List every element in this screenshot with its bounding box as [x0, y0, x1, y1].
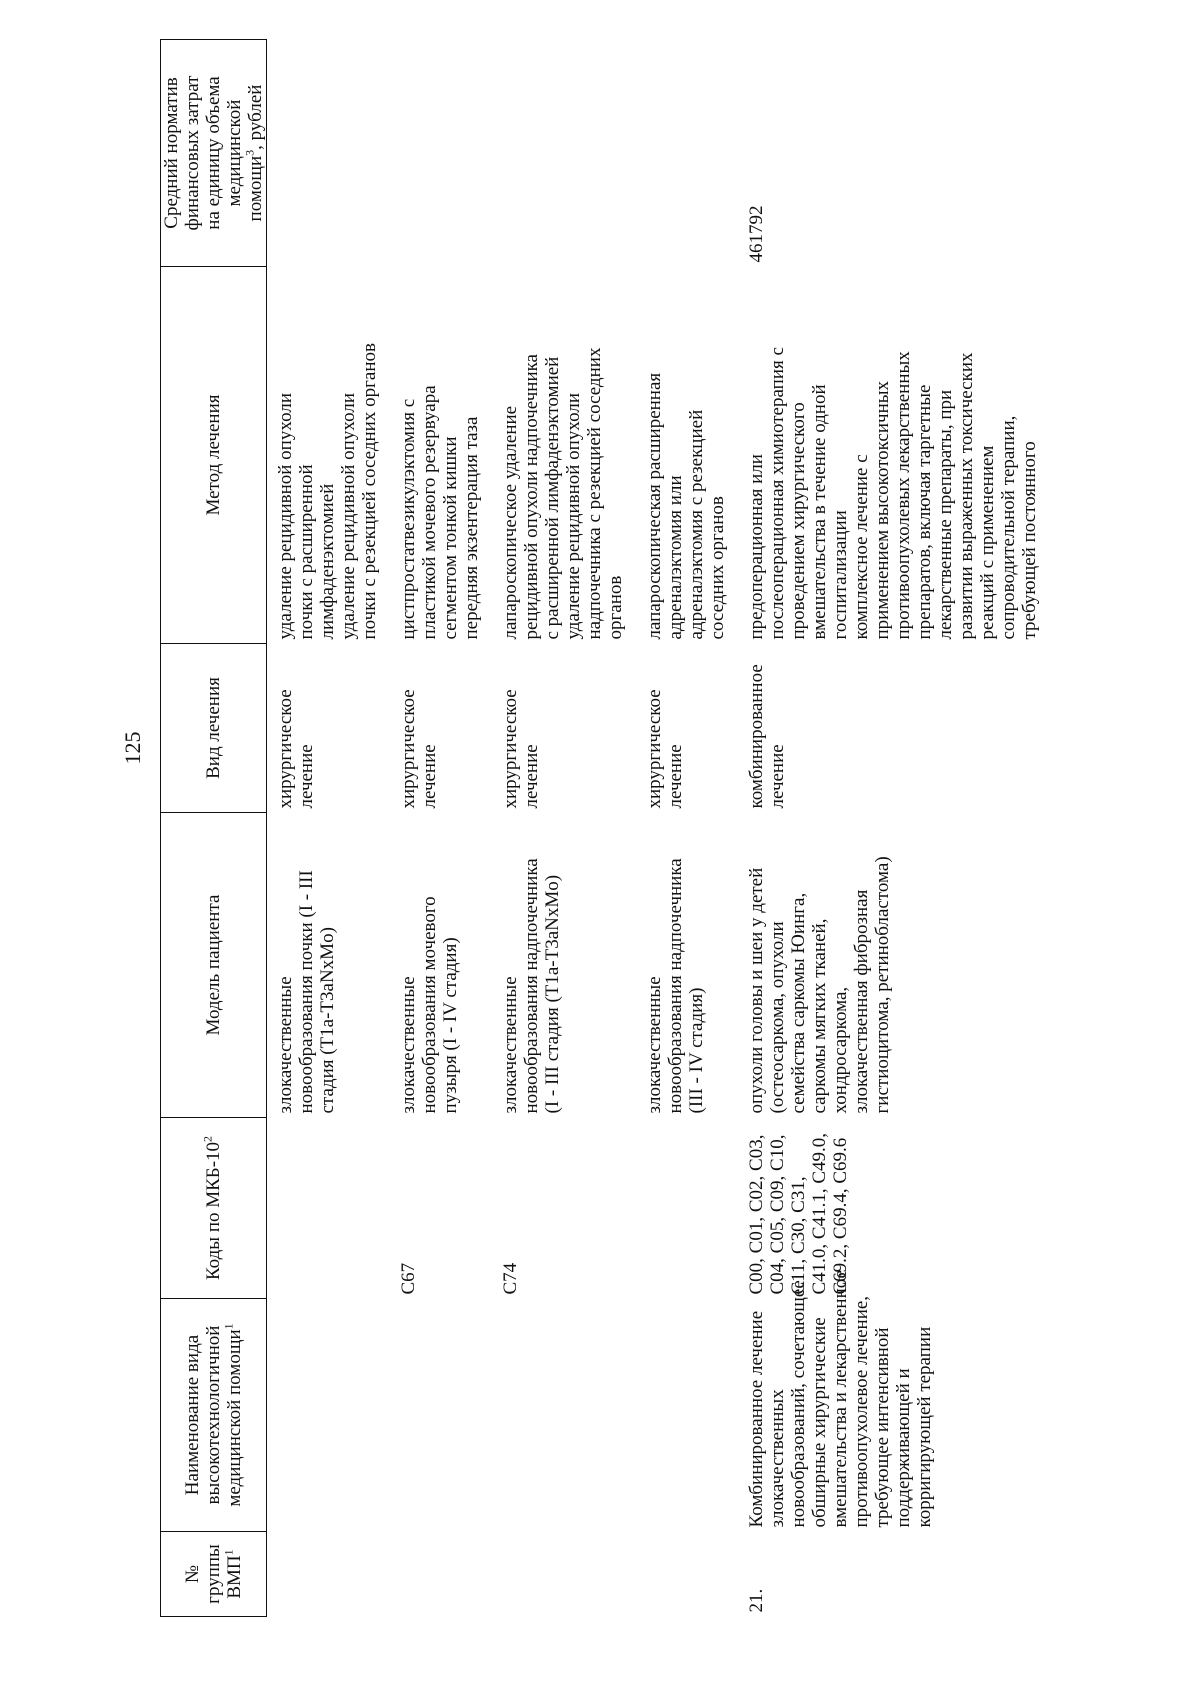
text-line: соседних органов	[707, 496, 728, 640]
text-line: лечение	[665, 744, 686, 809]
text-line: злокачественные	[275, 976, 296, 1114]
text-line: злокачественных	[767, 1389, 788, 1528]
table-header	[161, 40, 267, 1617]
text-line: (I - III стадия (T1a-T3aNxMo)	[542, 874, 563, 1114]
text-line: Комбинированное лечение	[746, 1310, 767, 1528]
cell-average-cost	[636, 40, 738, 267]
cell-treatment-type	[267, 644, 391, 813]
text-line: лекарственные препараты, при	[935, 389, 956, 640]
cell-group-number	[636, 1532, 738, 1617]
text-line: гистиоцитома, ретинобластома)	[872, 856, 893, 1114]
text-line: лечение	[767, 744, 788, 809]
text-line: адреналэктомия с резекцией	[686, 409, 707, 640]
text-line: злокачественная фиброзная	[851, 889, 872, 1114]
text-line: предоперационная или	[746, 454, 767, 640]
text-line: удаление рецидивной опухоли	[563, 392, 584, 640]
text-line: новообразований, сочетающее	[788, 1280, 809, 1528]
header-row	[161, 40, 267, 1617]
table-row	[738, 40, 1050, 1617]
text-line: лечение	[419, 744, 440, 809]
vmp-table	[160, 39, 1050, 1617]
text-line: органов	[605, 575, 626, 640]
table-row	[390, 40, 492, 1617]
text-line: с расширенной лимфаденэктомией	[542, 356, 563, 640]
cell-group-number	[267, 1532, 391, 1617]
cell-patient-model	[636, 813, 738, 1118]
text-line: требующее интенсивной	[872, 1327, 893, 1528]
text-line: опухоли головы и шеи у детей	[746, 867, 767, 1114]
text-line: новообразования мочевого	[419, 896, 440, 1114]
cell-treatment-type	[492, 644, 636, 813]
text-line: новообразования надпочечника	[521, 858, 542, 1114]
text-line: почки с расширенной	[296, 464, 317, 640]
text-line: лимфаденэктомией	[317, 483, 338, 640]
text-line: почки с резекцией соседних органов	[359, 343, 380, 640]
text-line: новообразования надпочечника	[665, 858, 686, 1114]
cell-group-number	[390, 1532, 492, 1617]
table-body	[267, 40, 1051, 1617]
text-line: (остеосаркома, опухоли	[767, 921, 788, 1114]
text-line: реакций с применением	[977, 445, 998, 640]
header-average-cost: Средний норматив финансовых затрат на единицу объема медицинской помощи$^3$, рублей	[161, 40, 267, 267]
text-line: хондросаркома,	[830, 986, 851, 1114]
text-line: злокачественные	[398, 976, 419, 1114]
text-line: C74	[500, 1262, 521, 1295]
table-row	[636, 40, 738, 1617]
text-line: хирургическое	[644, 689, 665, 809]
text-line: C67	[398, 1262, 419, 1295]
text-line: сегментом тонкой кишки	[440, 436, 461, 640]
text-line: хирургическое	[275, 689, 296, 809]
text-line: передняя экзентерация таза	[461, 416, 482, 640]
text-line: противоопухолевое лечение,	[851, 1295, 872, 1528]
text-line: C00, C01, C02, C03,	[746, 1134, 767, 1295]
cell-icd-codes	[738, 1118, 1050, 1299]
text-line: сопроводительной терапии,	[998, 415, 1019, 640]
text-line: вмешательства в течение одной	[809, 384, 830, 640]
header-treatment-type: Вид лечения	[161, 644, 267, 813]
text-line: обширные хирургические	[809, 1317, 830, 1528]
table-row	[492, 40, 636, 1617]
header-care-type-name: Наименование вида высокотехнологичной медицинской помощи$^1$	[161, 1299, 267, 1532]
text-line: C11, C30, C31,	[788, 1176, 809, 1295]
header-patient-model: Модель пациента	[161, 813, 267, 1118]
text-line: лапароскопическое удаление	[500, 405, 521, 640]
text-line: применением высокотоксичных	[872, 380, 893, 640]
cell-care-type-name	[492, 1299, 636, 1532]
cell-average-cost	[267, 40, 391, 267]
text-line: лечение	[296, 744, 317, 809]
text-line: госпитализации	[830, 510, 851, 640]
text-line: пузыря (I - IV стадия)	[440, 937, 461, 1114]
cell-treatment-type	[390, 644, 492, 813]
cell-icd-codes	[390, 1118, 492, 1299]
text-line: пластикой мочевого резервуара	[419, 385, 440, 640]
cell-patient-model	[390, 813, 492, 1118]
text-line: корригирующей терапии	[914, 1326, 935, 1528]
cell-care-type-name	[267, 1299, 391, 1532]
cell-patient-model	[267, 813, 391, 1118]
cell-treatment-method	[390, 267, 492, 644]
cell-treatment-method	[267, 267, 391, 644]
text-line: лечение	[521, 744, 542, 809]
text-line: хирургическое	[500, 689, 521, 809]
table-row	[267, 40, 391, 1617]
text-line: препаратов, включая таргетные	[914, 384, 935, 640]
cell-care-type-name	[738, 1270, 1050, 1532]
text-line: рецидивной опухоли надпочечника	[521, 354, 542, 640]
cell-treatment-method	[492, 267, 636, 644]
page-number: 125	[120, 731, 145, 765]
cell-average-cost	[390, 40, 492, 267]
text-line: злокачественные	[500, 976, 521, 1114]
text-line: комбинированное	[746, 664, 767, 809]
text-line: удаление рецидивной опухоли	[338, 392, 359, 640]
cell-care-type-name	[390, 1299, 492, 1532]
text-line: развитии выраженных токсических	[956, 352, 977, 640]
text-line: надпочечника с резекцией соседних	[584, 347, 605, 640]
cell-average-cost: 461792	[746, 205, 767, 263]
cell-treatment-method	[738, 267, 1050, 644]
text-line: проведением хирургического	[788, 402, 809, 640]
cell-patient-model	[492, 813, 636, 1118]
cell-icd-codes	[492, 1118, 636, 1299]
text-line: C04, C05, C09, C10,	[767, 1134, 788, 1295]
text-line: противоопухолевых лекарственных	[893, 351, 914, 640]
cell-care-type-name	[636, 1299, 738, 1532]
text-line: цистпростатвезикулэктомия с	[398, 398, 419, 640]
cell-icd-codes	[636, 1118, 738, 1299]
text-line: комплексное лечение с	[851, 454, 872, 640]
cell-treatment-method	[636, 267, 738, 644]
cell-icd-codes	[267, 1118, 391, 1299]
text-line: злокачественные	[644, 976, 665, 1114]
text-line: C69.2, C69.4, C69.6	[830, 1137, 851, 1295]
header-treatment-method: Метод лечения	[161, 267, 267, 644]
text-line: адреналэктомия или	[665, 475, 686, 640]
cell-group-number	[492, 1532, 636, 1617]
cell-patient-model	[738, 813, 1050, 1118]
text-line: новообразования почки (I - III	[296, 870, 317, 1114]
header-group-number: № группы ВМП$^1$	[161, 1532, 267, 1617]
text-line: поддерживающей и	[893, 1368, 914, 1528]
text-line: саркомы мягких тканей,	[809, 918, 830, 1114]
text-line: C41.0, C41.1, C49.0,	[809, 1132, 830, 1295]
text-line: послеоперационная химиотерапия с	[767, 347, 788, 640]
header-icd-codes: Коды по МКБ-$10^2$	[161, 1118, 267, 1299]
text-line: лапароскопическая расширенная	[644, 372, 665, 640]
text-line: стадия (T1a-T3aNxMo)	[317, 927, 338, 1114]
text-line: вмешательства и лекарственное	[830, 1270, 851, 1528]
cell-treatment-type	[636, 644, 738, 813]
text-line: семейства саркомы Юинга,	[788, 892, 809, 1114]
cell-treatment-type	[738, 644, 1050, 813]
cell-group-number: 21.	[746, 1588, 767, 1613]
text-line: хирургическое	[398, 689, 419, 809]
text-line: (III - IV стадия)	[686, 987, 707, 1114]
cell-average-cost	[492, 40, 636, 267]
text-line: требующей постоянного	[1019, 441, 1040, 640]
text-line: удаление рецидивной опухоли	[275, 392, 296, 640]
